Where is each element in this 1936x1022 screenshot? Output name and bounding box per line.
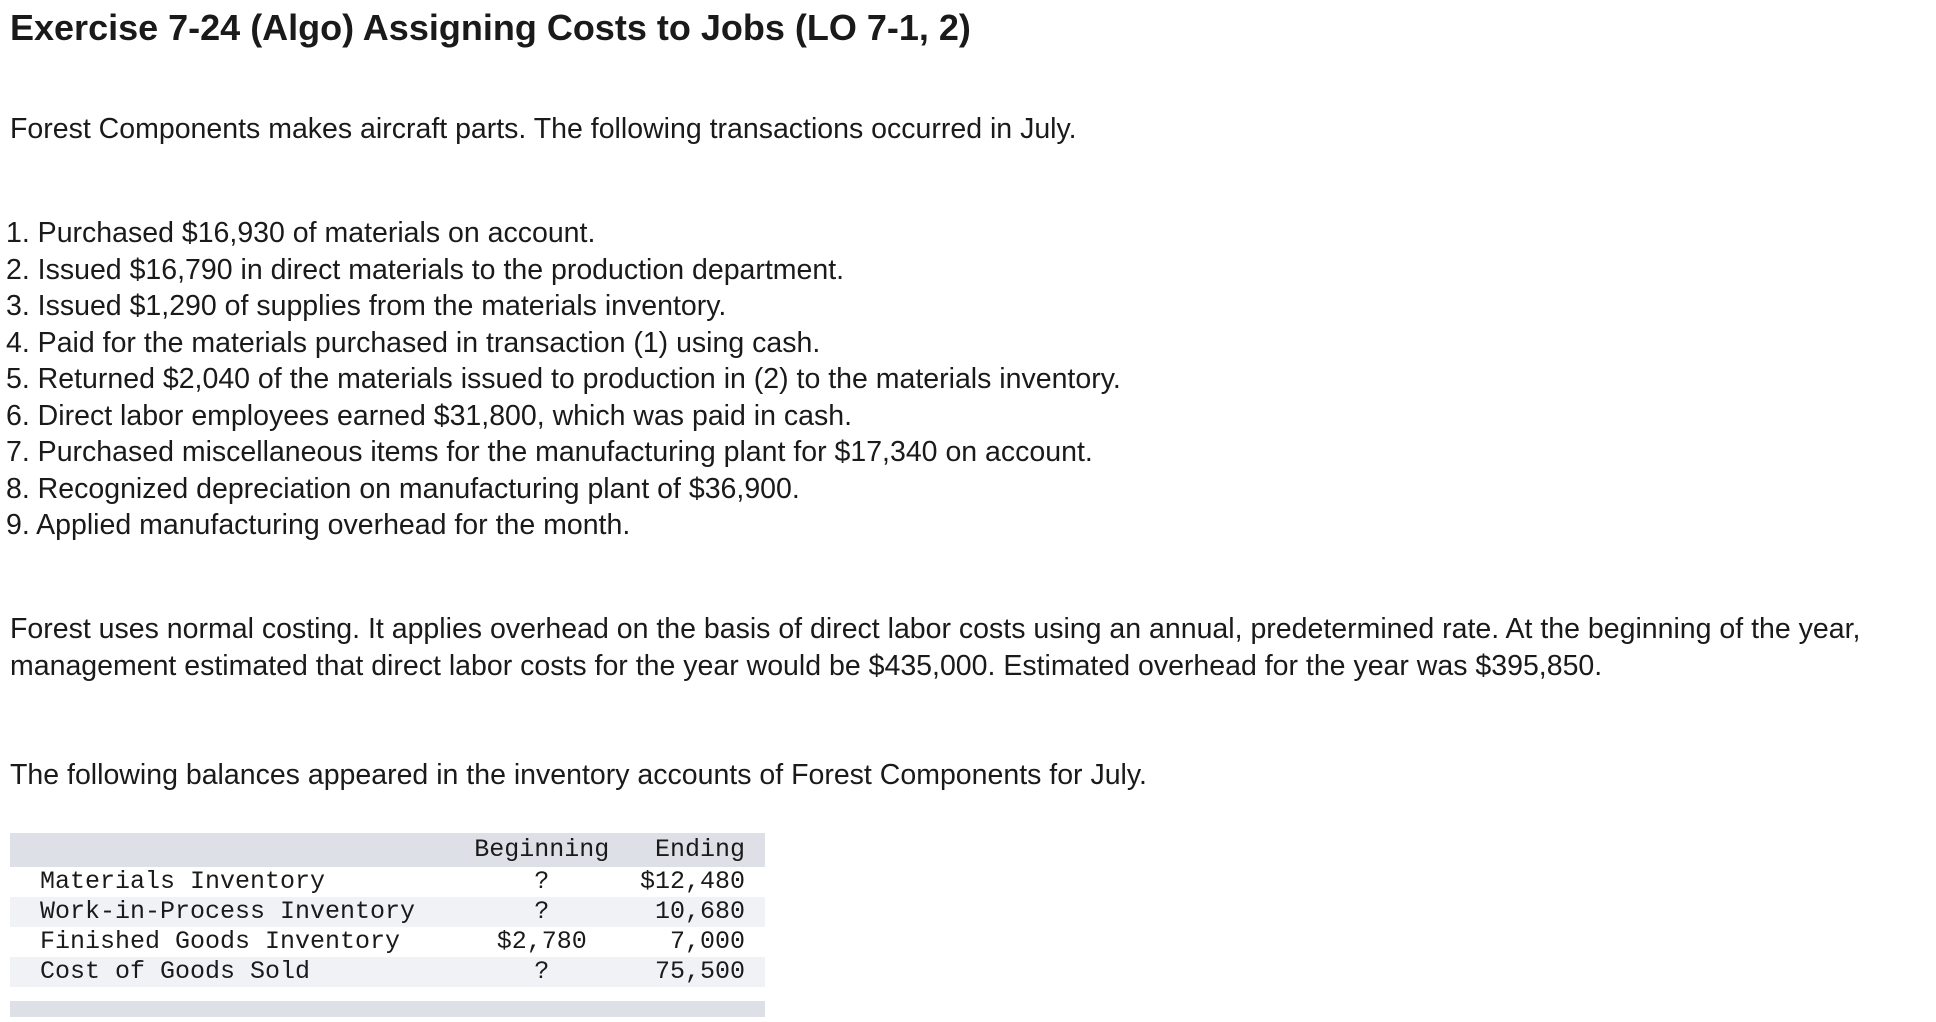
transaction-item: 6. Direct labor employees earned $31,800, which was paid in cash.: [6, 399, 852, 432]
transaction-item: 3. Issued $1,290 of supplies from the materials inventory.: [6, 290, 727, 322]
beginning-balance: ?: [534, 897, 550, 926]
transaction-item: 1. Purchased $16,930 of materials on account.: [6, 217, 596, 249]
beginning-balance: ?: [534, 957, 550, 986]
table-row: [10, 927, 765, 957]
table-row: [10, 897, 765, 927]
account-column-header: [10, 833, 468, 867]
balances-table: [10, 833, 765, 987]
exercise-title: Exercise 7-24 (Algo) Assigning Costs to Jobs (LO 7-1, 2): [10, 7, 971, 48]
balances-table-container: [10, 833, 765, 1017]
ending-balance: 75,500: [654, 957, 745, 986]
account-name: Materials Inventory: [40, 867, 326, 896]
intro-paragraph: Forest Components makes aircraft parts. The following transactions occurred in July.: [10, 113, 1077, 145]
transaction-item: 2. Issued $16,790 in direct materials to the production department.: [6, 253, 845, 286]
balances-intro-paragraph: The following balances appeared in the inventory accounts of Forest Components for July.: [10, 759, 1147, 791]
beginning-balance: ?: [534, 867, 550, 896]
ending-column-header: Ending: [654, 835, 745, 864]
transaction-item: 7. Purchased miscellaneous items for the manufacturing plant for $17,340 on account.: [6, 436, 1093, 468]
table-header-row: [10, 833, 765, 867]
account-name: Finished Goods Inventory: [40, 927, 401, 956]
beginning-column-header: Beginning: [474, 835, 610, 864]
costing-paragraph: Forest uses normal costing. It applies overhead on the basis of direct labor costs using an annual, predetermined rate. At the beginning of the year, management estimated that direct labor costs for the year would be $435,000. Estimated overhead for the year was $395,850.: [10, 613, 1861, 682]
transaction-item: 8. Recognized depreciation on manufacturing plant of $36,900.: [6, 472, 800, 505]
transaction-item: 5. Returned $2,040 of the materials issued to production in (2) to the materials inventory.: [6, 363, 1121, 395]
table-footer-bar: [10, 1001, 765, 1017]
account-name: Cost of Goods Sold: [40, 957, 311, 986]
transaction-list: [6, 215, 1121, 544]
ending-balance: 7,000: [669, 927, 745, 956]
beginning-balance: $2,780: [496, 927, 587, 956]
table-row: [10, 957, 765, 987]
table-row: [10, 867, 765, 897]
account-name: Work-in-Process Inventory: [40, 897, 416, 926]
ending-balance: 10,680: [654, 897, 745, 926]
ending-balance: $12,480: [639, 867, 745, 896]
transaction-item: 4. Paid for the materials purchased in transaction (1) using cash.: [6, 326, 821, 359]
transaction-item: 9. Applied manufacturing overhead for the month.: [6, 509, 631, 541]
